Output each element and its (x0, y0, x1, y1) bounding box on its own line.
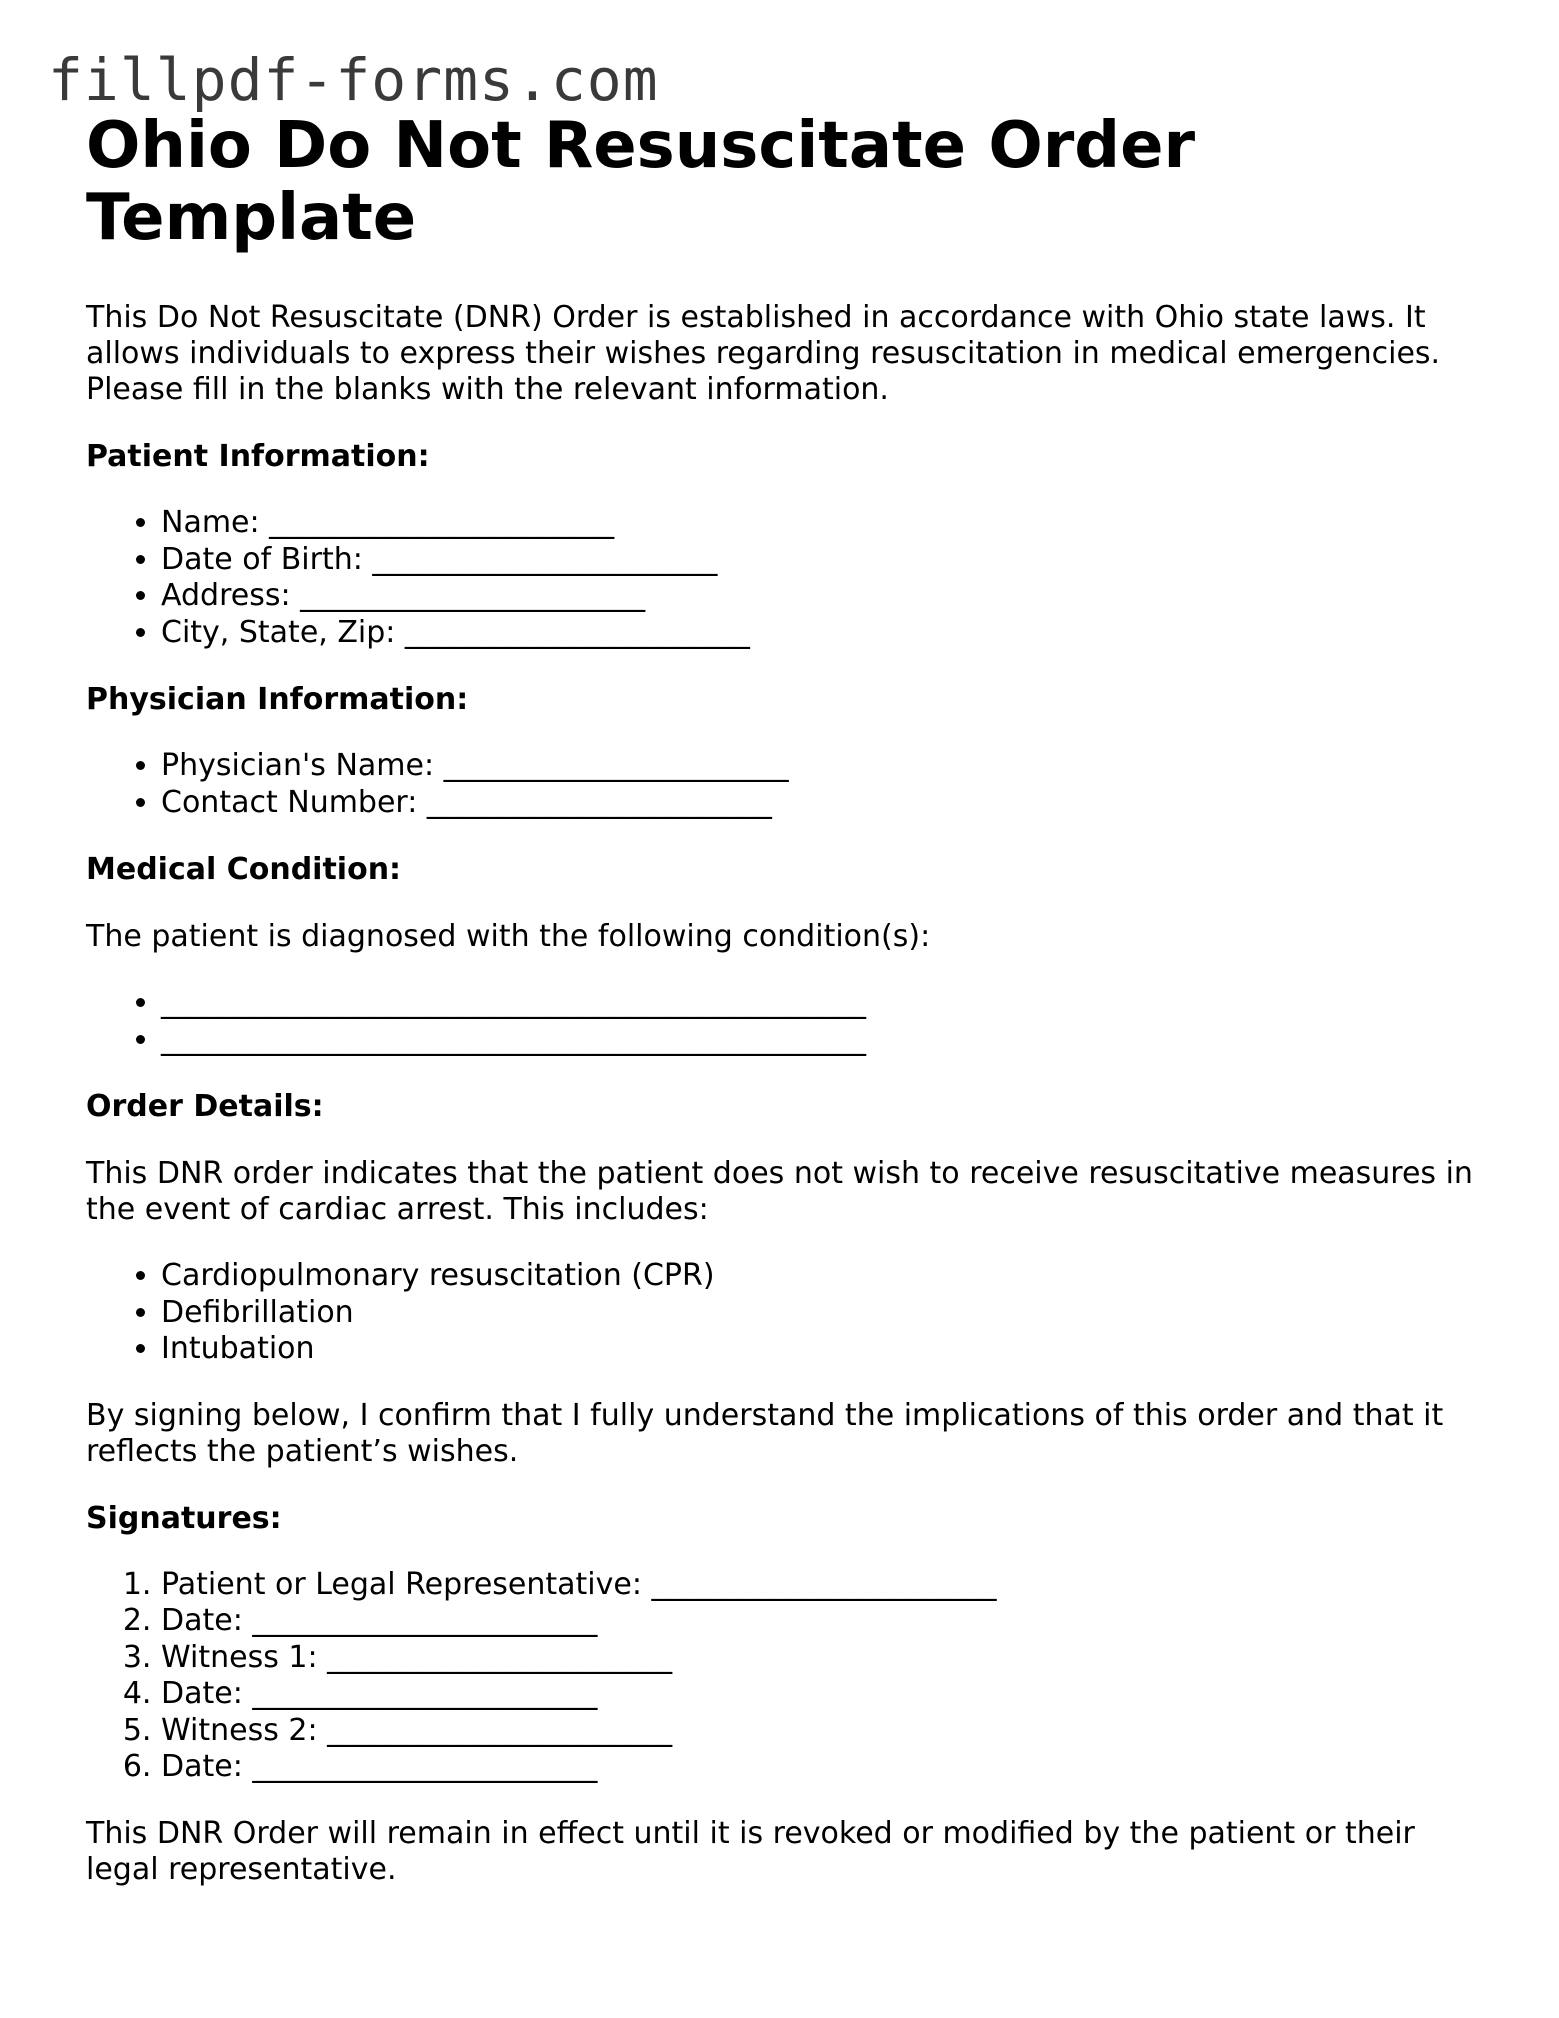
measure-cpr: • Cardiopulmonary resuscitation (CPR) (161, 1258, 1486, 1295)
condition-field[interactable]: • _______________________________________________ (161, 985, 1486, 1022)
patient-city-state-zip-field[interactable]: • City, State, Zip: _______________________ (161, 615, 1486, 652)
witness-1-signature-field[interactable]: 3. Witness 1: _______________________ (161, 1640, 1486, 1677)
document-page (86, 110, 1486, 1888)
witness-2-signature-field[interactable]: 5. Witness 2: _______________________ (161, 1713, 1486, 1750)
measure-defibrillation: • Defibrillation (161, 1295, 1486, 1332)
measure-intubation: • Intubation (161, 1331, 1486, 1368)
order-details-text: This DNR order indicates that the patient does not wish to receive resuscitative measures in the event of cardiac arrest. This includes: (86, 1156, 1473, 1227)
order-measures-list (86, 1258, 1486, 1368)
physician-info-list (86, 748, 1486, 821)
medical-condition-list (86, 985, 1486, 1058)
signatures-list (86, 1567, 1486, 1786)
patient-info-heading: Patient Information: (86, 439, 430, 474)
medical-condition-heading: Medical Condition: (86, 852, 402, 887)
patient-dob-field[interactable]: • Date of Birth: _______________________ (161, 542, 1486, 579)
confirmation-text: By signing below, I confirm that I fully understand the implications of this order and that it reflects the patient’s wishes. (86, 1397, 1444, 1469)
witness-1-date-field[interactable]: 4. Date: _______________________ (161, 1676, 1486, 1713)
condition-field[interactable]: • _______________________________________________ (161, 1022, 1486, 1059)
closing-paragraph: This DNR Order will remain in effect until it is revoked or modified by the patient or their legal representative. (86, 1815, 1415, 1887)
intro-paragraph: This Do Not Resuscitate (DNR) Order is established in accordance with Ohio state laws. It allows individuals to express their wishes regarding resuscitation in medical emergencies. Please fill in the blanks with the relevant information. (86, 300, 1441, 407)
page-title: Ohio Do Not Resuscitate Order Template (86, 109, 1196, 255)
order-details-heading: Order Details: (86, 1089, 324, 1124)
physician-info-heading: Physician Information: (86, 682, 469, 717)
patient-info-list (86, 505, 1486, 651)
watermark: fillpdf-forms.com (48, 46, 659, 114)
physician-name-field[interactable]: • Physician's Name: _______________________ (161, 748, 1486, 785)
patient-address-field[interactable]: • Address: _______________________ (161, 578, 1486, 615)
witness-2-date-field[interactable]: 6. Date: _______________________ (161, 1749, 1486, 1786)
physician-contact-field[interactable]: • Contact Number: _______________________ (161, 785, 1486, 822)
signatures-heading: Signatures: (86, 1500, 282, 1536)
patient-name-field[interactable]: • Name: _______________________ (161, 505, 1486, 542)
patient-signature-field[interactable]: 1. Patient or Legal Representative: _______________________ (161, 1567, 1486, 1604)
patient-signature-date-field[interactable]: 2. Date: _______________________ (161, 1603, 1486, 1640)
medical-condition-text: The patient is diagnosed with the following condition(s): (86, 919, 931, 954)
